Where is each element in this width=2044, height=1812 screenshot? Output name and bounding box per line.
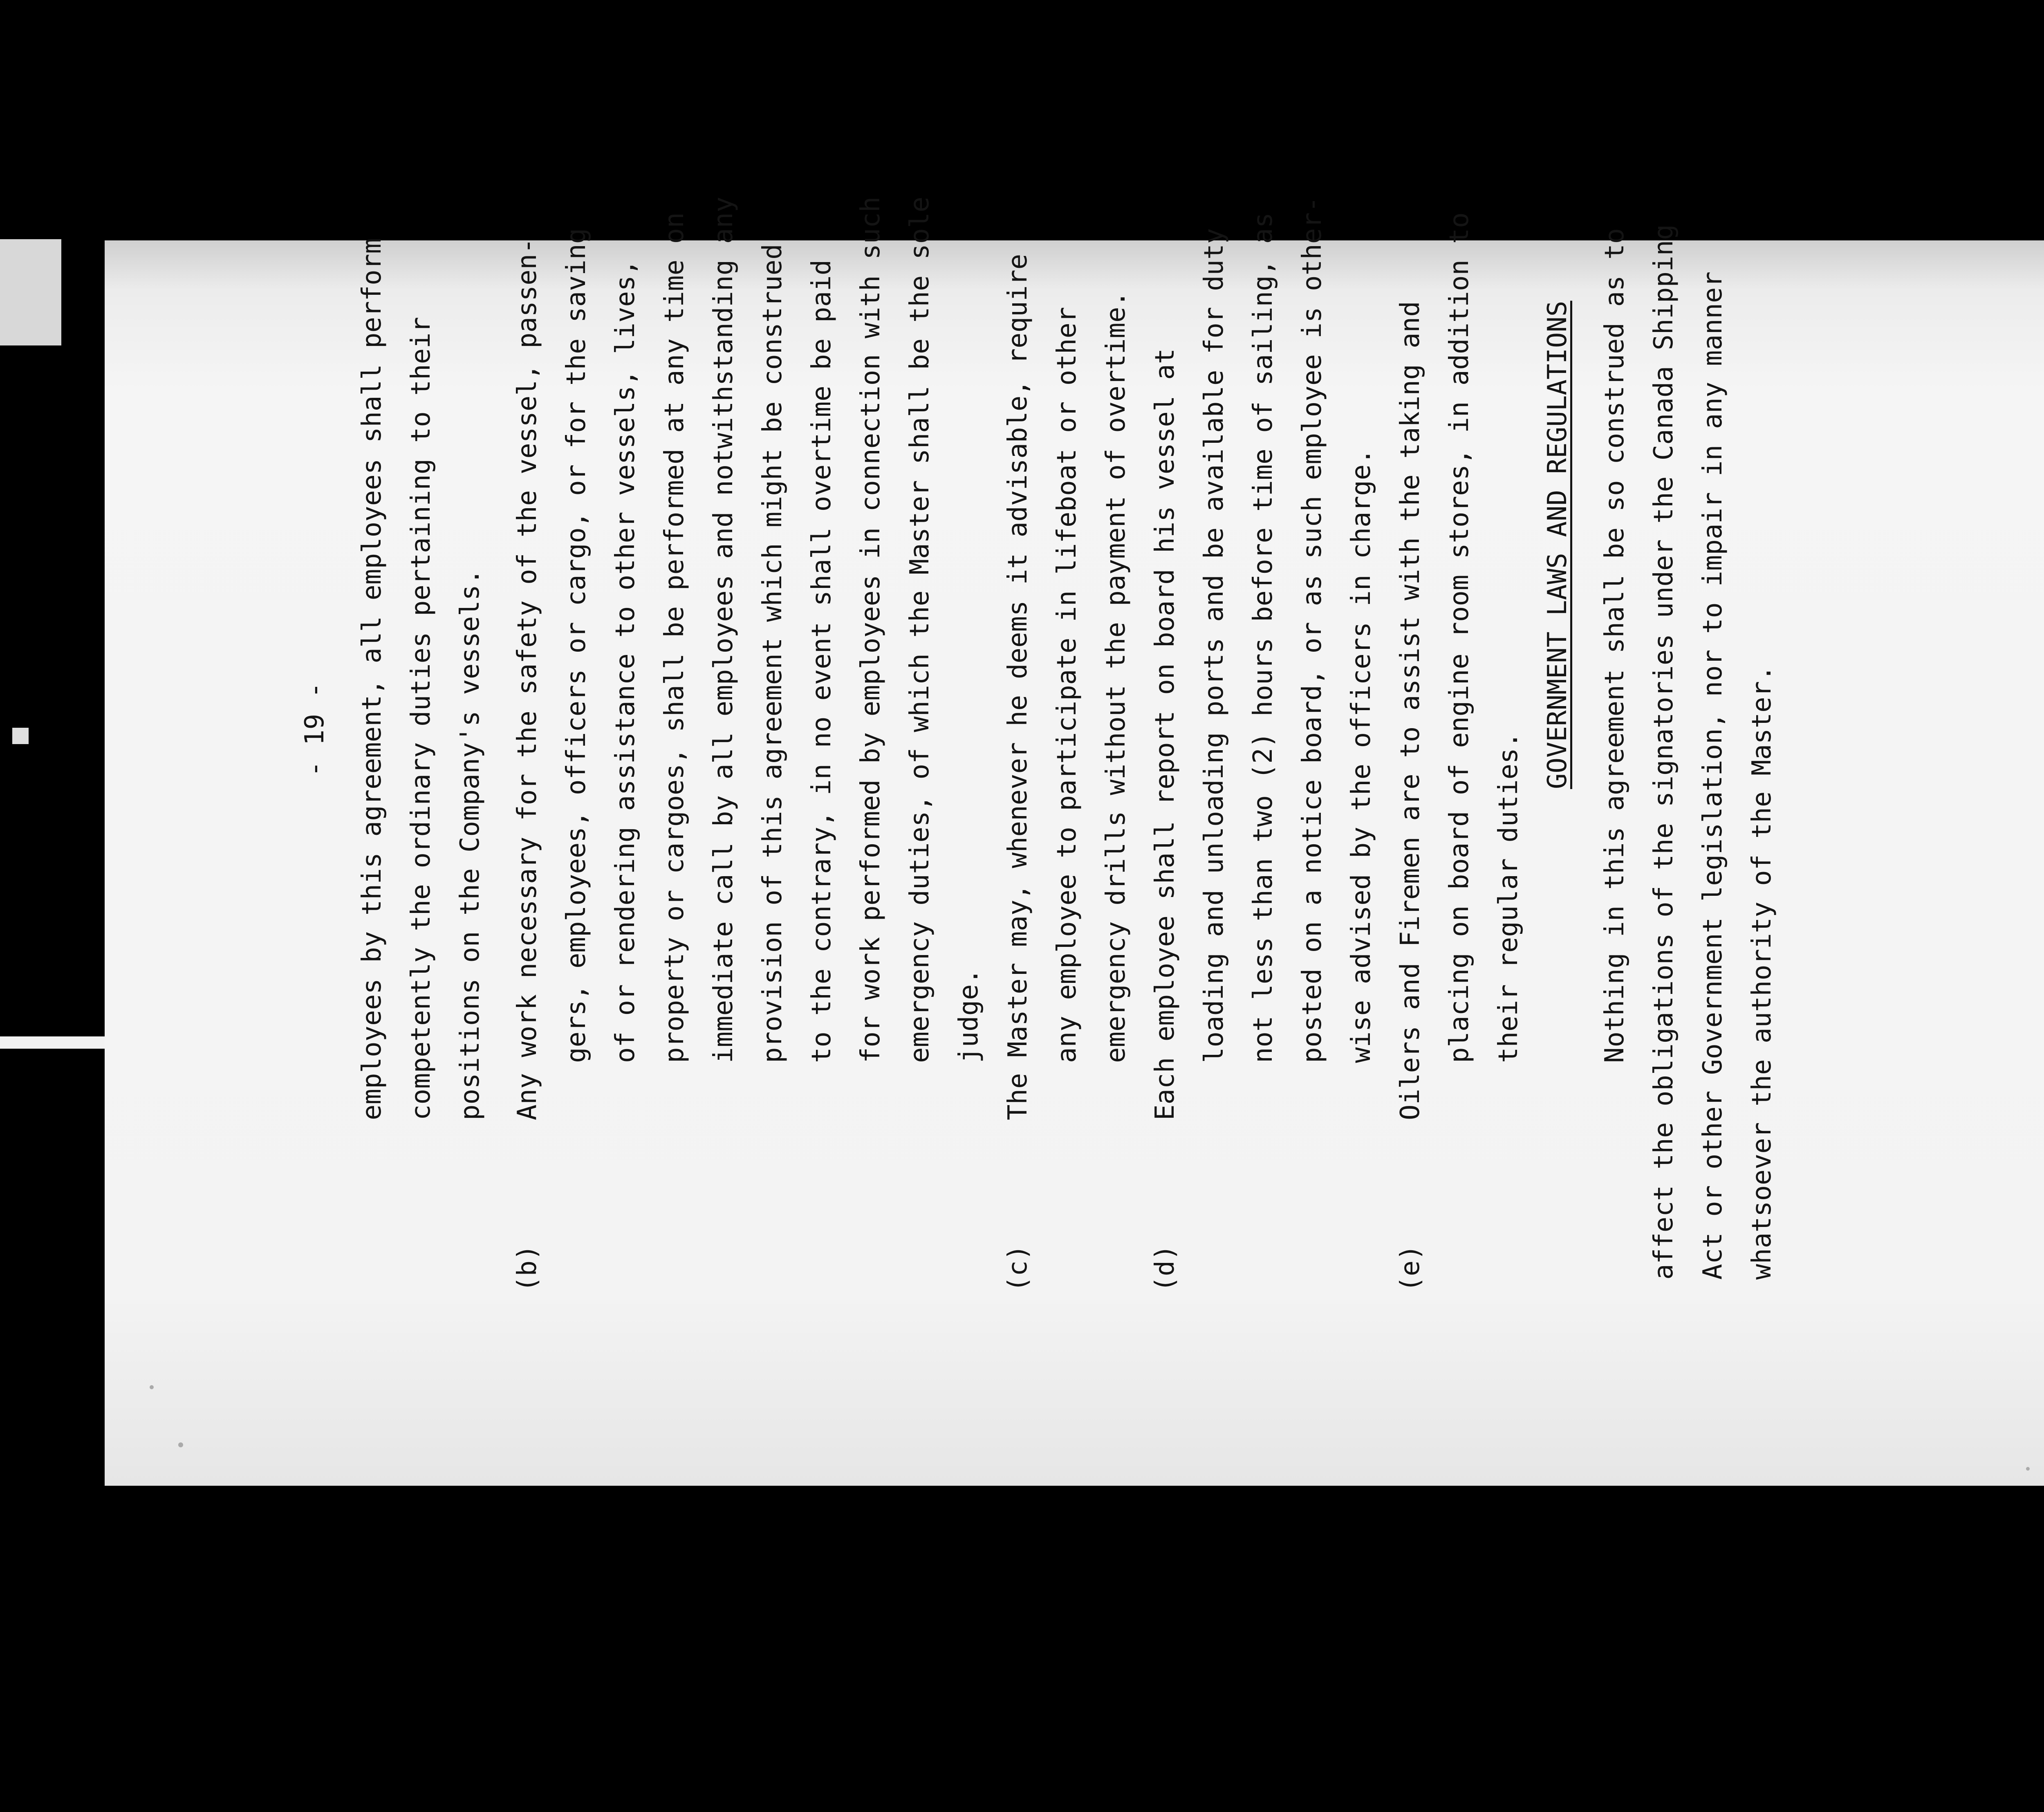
text-line: competently the ordinary duties pertaining to their [406,316,436,1120]
text-line: Any work necessary for the safety of the vessel, passen- [512,238,542,1120]
closing-line: whatsoever the authority of the Master. [1747,665,1777,1280]
text-line: The Master may, whenever he deems it advisable, require [1003,253,1033,1120]
text-line: Each employee shall report on board his vessel at [1150,348,1180,1120]
paper-speck [2026,1467,2030,1471]
rotated-text-block [290,196,1844,1292]
text-line: gers, employees, officers or cargo, or for the saving [561,228,592,1063]
section-title: GOVERNMENT LAWS AND REGULATIONS [1542,301,1573,789]
text-line: emergency duties, of which the Master shall be the sole [905,196,935,1063]
film-edge-mark-mid-left [12,728,29,744]
text-line: immediate call by all employees and notwithstanding any [708,196,739,1063]
clause-label-d: (d) [1150,1245,1180,1292]
text-line: for work performed by employees in connection with such [856,196,886,1063]
film-edge-mark-top-left [0,239,61,345]
text-line: Oilers and Firemen are to assist with the taking and [1395,301,1425,1120]
text-line: provision of this agreement which might be construed [758,244,788,1063]
clause-label-e: (e) [1395,1245,1425,1292]
text-line: of or rendering assistance to other vessels, lives, [610,259,641,1063]
text-line: loading and unloading ports and be available for duty [1199,228,1229,1063]
paper-speck [150,1385,154,1389]
text-line: any employee to participate in lifeboat or other [1052,307,1082,1063]
page-number: - 19 - [300,682,330,777]
text-line: positions on the Company's vessels. [455,569,485,1120]
text-line: not less than two (2) hours before time of sailing, as [1248,212,1278,1063]
text-line: posted on a notice board, or as such employee is other- [1297,196,1327,1063]
paper-speck [178,1442,183,1447]
closing-line: Act or other Government legislation, nor to impair in any manner [1698,271,1728,1280]
clause-label-b: (b) [512,1245,542,1292]
closing-line: affect the obligations of the signatories under the Canada Shipping [1649,224,1679,1280]
text-line: their regular duties. [1493,732,1524,1063]
text-line: judge. [954,968,984,1063]
text-line: placing on board of engine room stores, in addition to [1444,212,1475,1063]
text-line: emergency drills without the payment of overtime. [1101,291,1131,1063]
closing-line: Nothing in this agreement shall be so construed as to [1600,228,1630,1063]
text-line: to the contrary, in no event shall overtime be paid [807,259,837,1063]
text-line: employees by this agreement, all employees shall perform [357,238,387,1120]
film-edge-mark-left [0,1036,105,1049]
clause-label-c: (c) [1003,1245,1033,1292]
text-line: property or cargoes, shall be performed at any time on [659,212,690,1063]
text-line: wise advised by the officers in charge. [1346,449,1376,1063]
